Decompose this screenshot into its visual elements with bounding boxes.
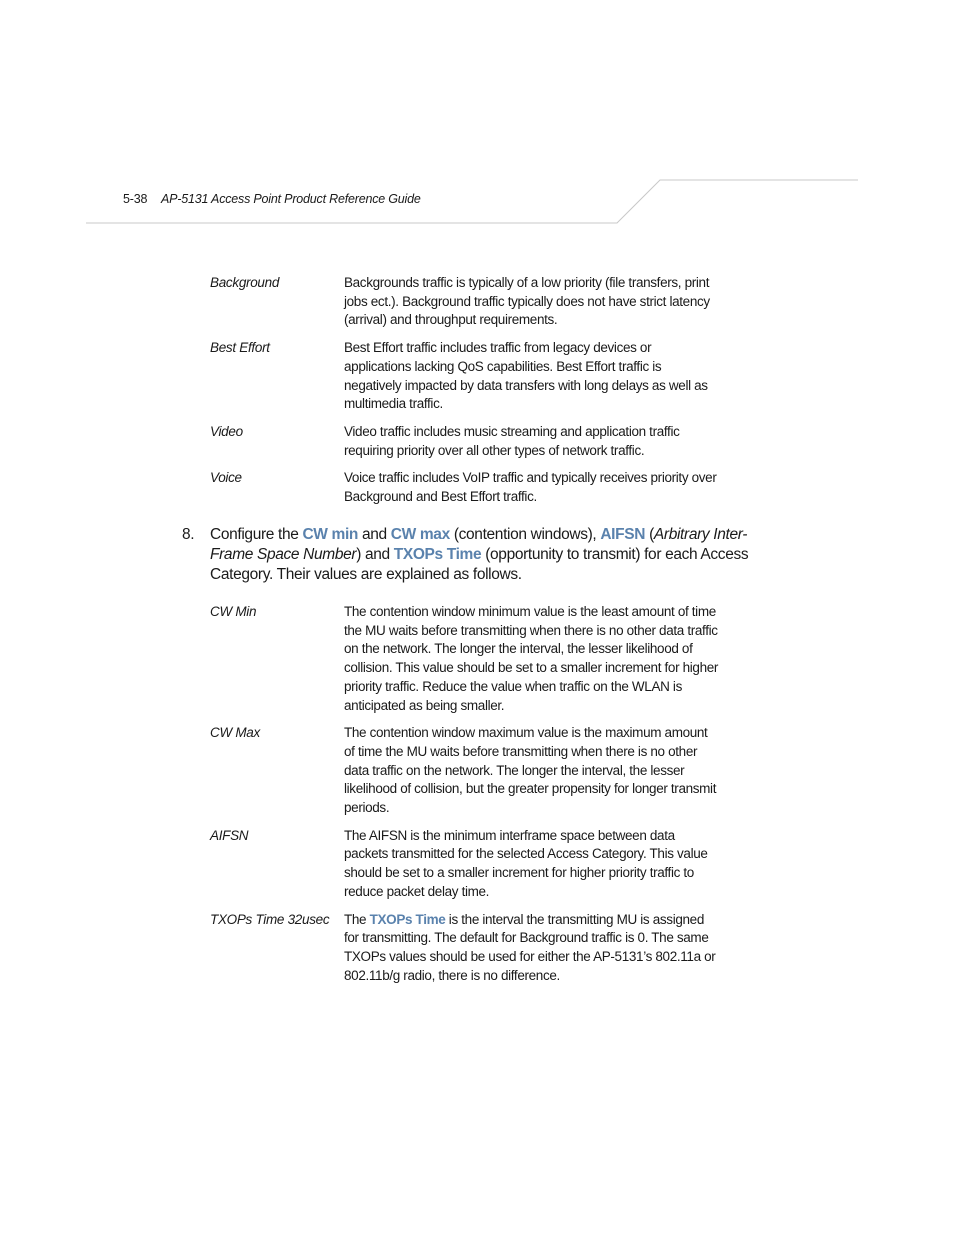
term: Best Effort: [210, 340, 270, 356]
table-row: [210, 423, 730, 460]
description: Backgrounds traffic is typically of a low priority (file transfers, print jobs ect.). Background traffic typically does not have strict latency (arrival) and throughput requirements.: [344, 275, 710, 328]
text: (opportunity to transmit) for each Access Category. Their values are explained as follows.: [210, 546, 749, 583]
description: Best Effort traffic includes traffic from legacy devices or applications lacking QoS capabilities. Best Effort traffic is negatively impacted by data transfers with long delays as well as multimedia traffic.: [344, 340, 708, 412]
description: The contention window minimum value is the least amount of time the MU waits before transmitting when there is no other data traffic on the network. The longer the interval, the lesser likelihood of collision. This value should be set to a smaller increment for higher priority traffic. Reduce the value when traffic on the WLAN is anticipated as being smaller.: [344, 604, 719, 713]
text: is the interval the transmitting MU is assigned for transmitting. The default for Background traffic is 0. The same TXOPs values should be used for either the AP-5131’s 802.11a or 802.11b/g radio, there is no difference.: [344, 911, 716, 983]
cw-min-label: CW min: [302, 526, 359, 543]
text: and: [358, 526, 391, 543]
running-title: AP-5131 Access Point Product Reference Guide: [161, 192, 421, 206]
page-number: 5-38: [123, 192, 148, 206]
term: TXOPs Time 32usec: [210, 911, 330, 927]
table-row: [210, 603, 730, 715]
step-text: [210, 525, 782, 585]
description: Voice traffic includes VoIP traffic and typically receives priority over Background and Best Effort traffic.: [344, 470, 717, 505]
description: [344, 911, 720, 986]
description: The contention window maximum value is the maximum amount of time the MU waits before transmitting when there is no other data traffic on the network. The longer the interval, the lesser likelihood of collision, but the greater propensity for longer transmit periods.: [344, 725, 717, 816]
text: (contention windows),: [449, 526, 601, 543]
table-row: [210, 911, 730, 986]
table-row: [210, 827, 730, 902]
txops-time-label: TXOPs Time: [393, 546, 482, 563]
text: ) and: [356, 546, 394, 563]
aifsn-expansion: Arbitrary Inter-Frame Space Number: [210, 526, 748, 563]
description: The AIFSN is the minimum interframe space between data packets transmitted for the selected Access Category. This value should be set to a smaller increment for higher priority traffic to reduce packet delay time.: [344, 827, 708, 899]
term: Video: [210, 423, 243, 439]
text: (: [645, 526, 654, 543]
parameter-table: [210, 603, 730, 994]
cw-max-label: CW max: [390, 526, 450, 543]
step-number: 8.: [182, 526, 195, 543]
term: AIFSN: [210, 827, 249, 843]
term: Voice: [210, 470, 242, 486]
term: Background: [210, 275, 280, 290]
table-row: [210, 339, 730, 414]
term: CW Min: [210, 604, 257, 619]
description: Video traffic includes music streaming and application traffic requiring priority over all other types of network traffic.: [344, 423, 680, 458]
table-row: [210, 274, 730, 330]
text: Configure the: [210, 526, 303, 543]
text: The: [344, 911, 370, 927]
table-row: [210, 724, 730, 818]
step-8: [182, 525, 782, 585]
access-category-table: [210, 274, 730, 516]
term: CW Max: [210, 725, 260, 741]
txops-time-label: TXOPs Time: [369, 911, 446, 927]
aifsn-label: AIFSN: [600, 526, 646, 543]
table-row: [210, 469, 730, 506]
